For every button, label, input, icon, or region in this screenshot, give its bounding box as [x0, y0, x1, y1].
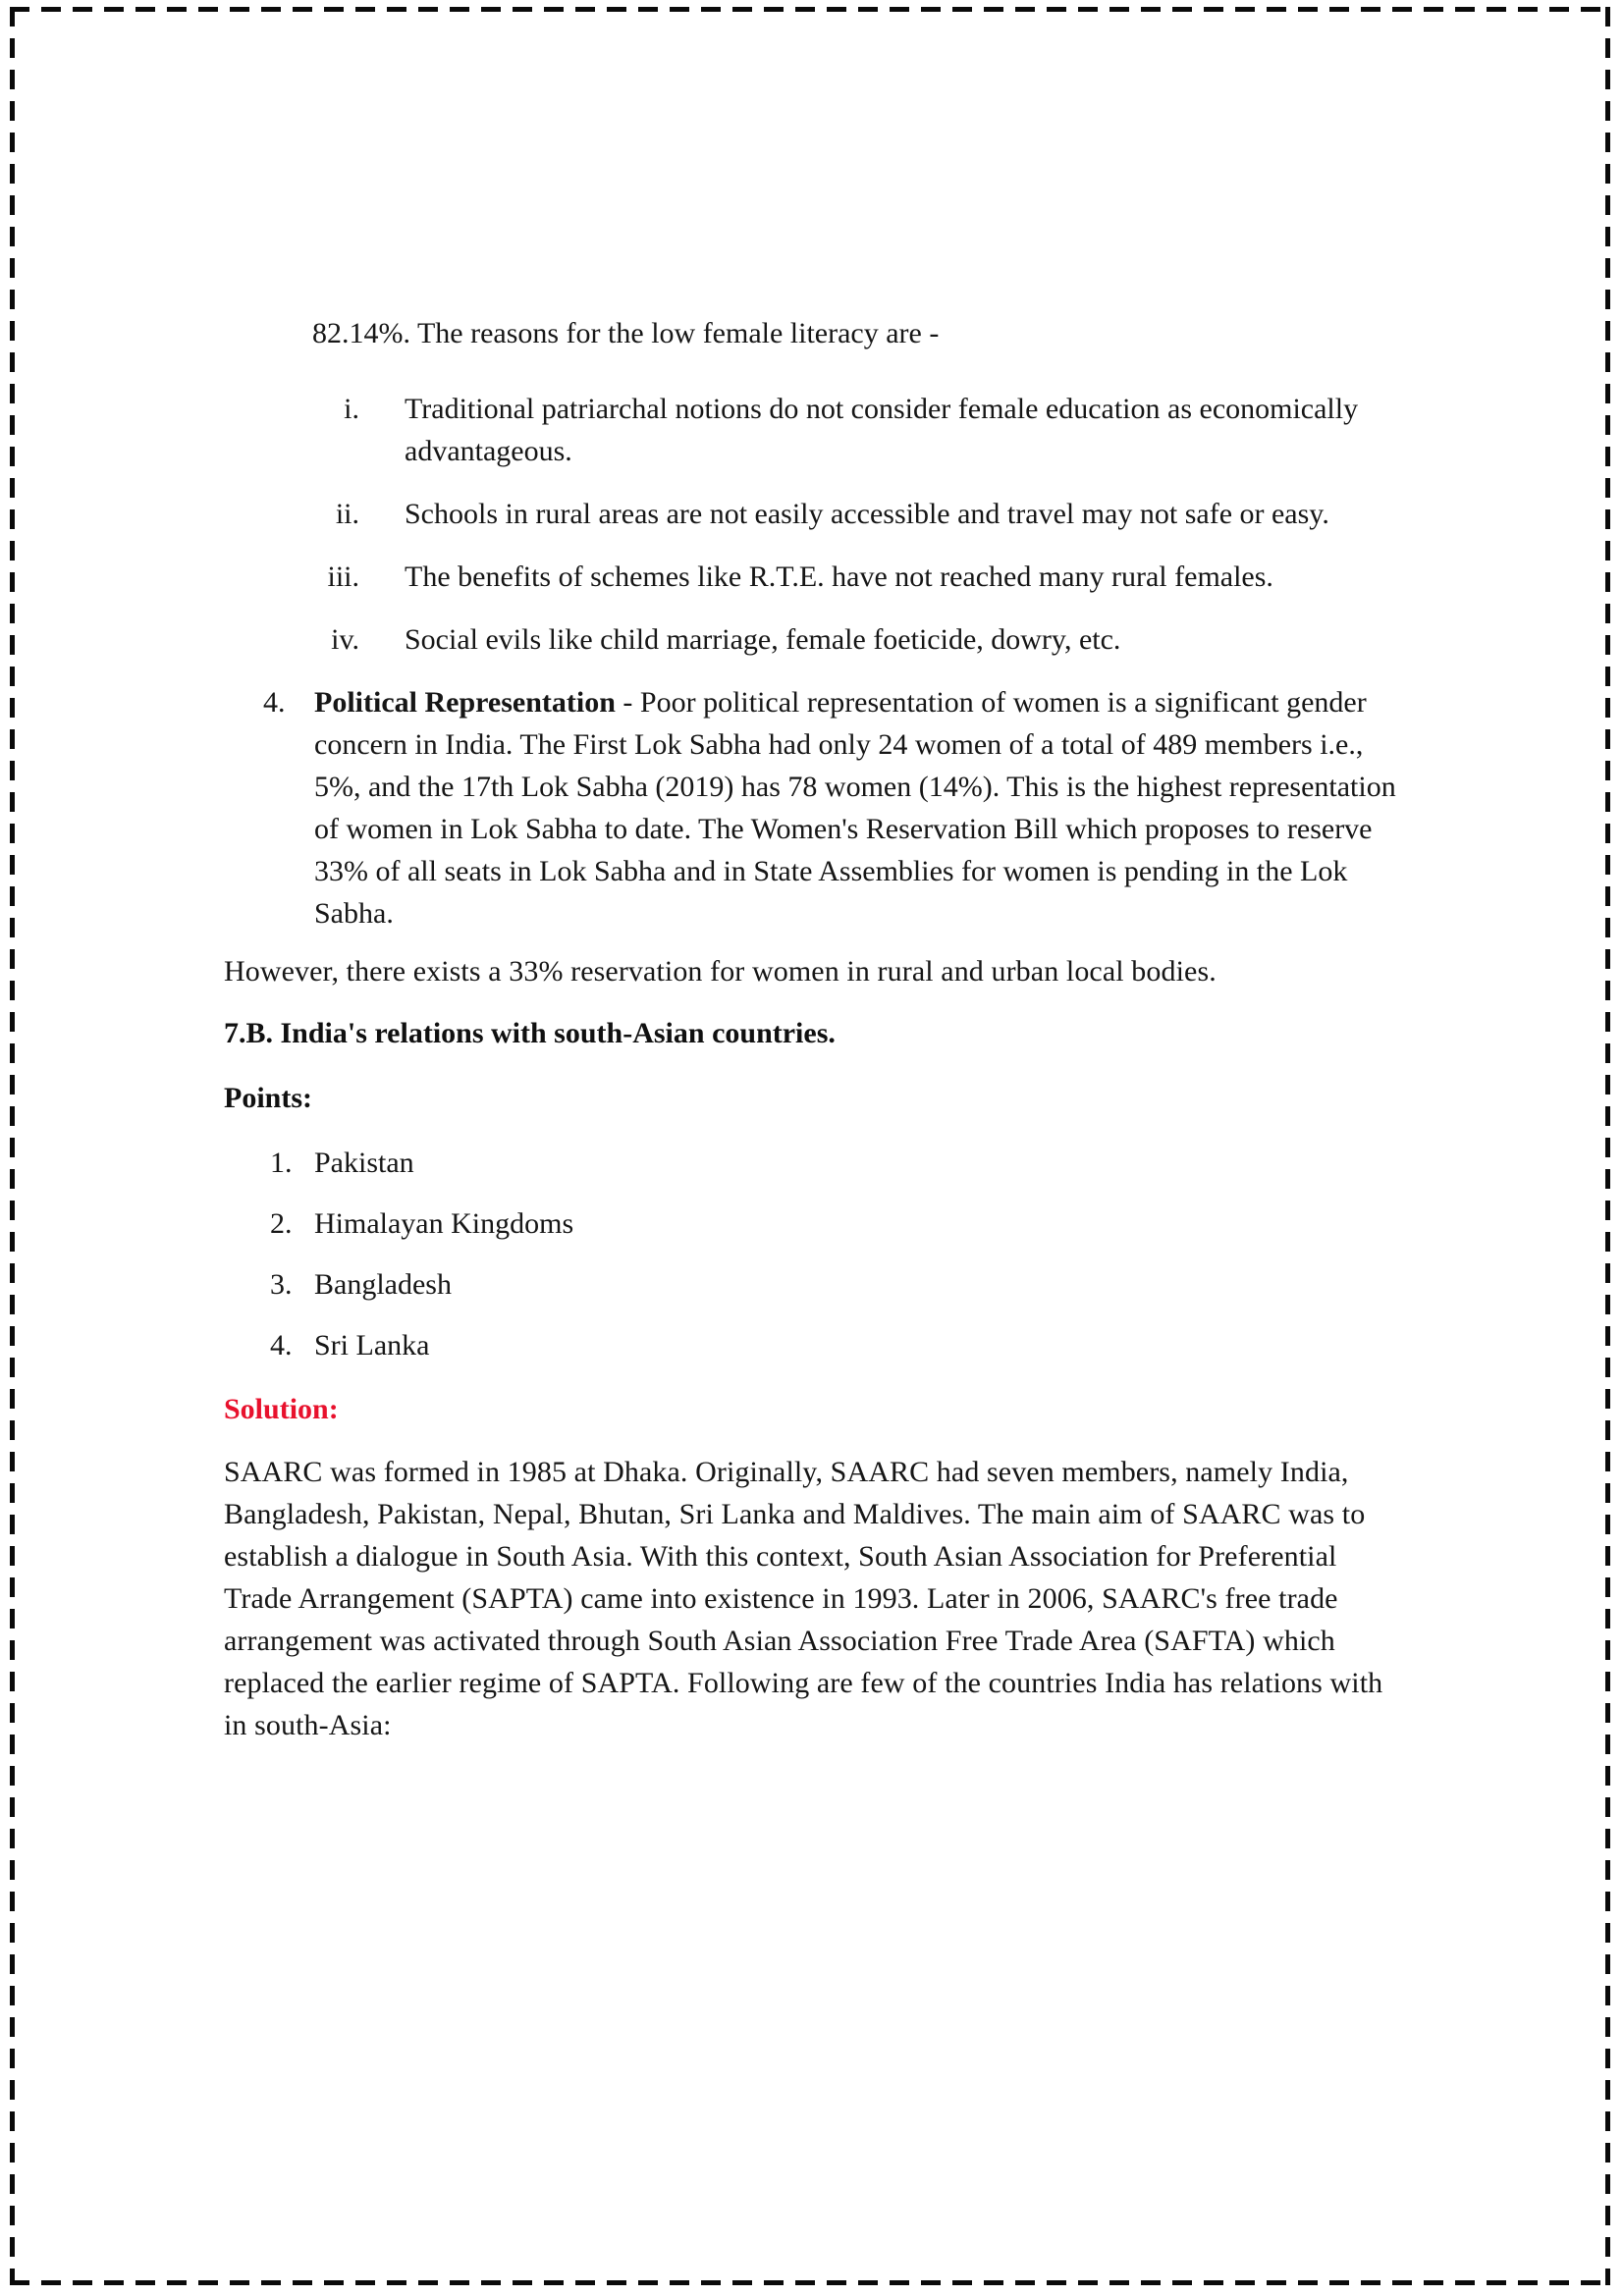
list-item-text: Himalayan Kingdoms — [314, 1207, 574, 1240]
list-item-text: Sri Lanka — [314, 1329, 430, 1362]
list-item-text: Traditional patriarchal notions do not consider female education as economically advantageous. — [405, 393, 1359, 467]
list-item-text: The benefits of schemes like R.T.E. have not reached many rural females. — [405, 561, 1273, 593]
document-content — [224, 312, 1398, 1766]
section-heading: 7.B. India's relations with south-Asian countries. — [224, 1017, 836, 1049]
list-item-text: Bangladesh — [314, 1268, 452, 1301]
list-item — [224, 681, 1398, 934]
however-paragraph: However, there exists a 33% reservation for women in rural and urban local bodies. — [224, 955, 1217, 988]
political-representation-body: Poor political representation of women is a significant gender concern in India. The First Lok Sabha had only 24 women of a total of 489 members i.e., 5%, and the 17th Lok Sabha (2019) has 78 women (14%). This is the highest representation of women in Lok Sabha to date. The Women's Reservation Bill which proposes to reserve 33% of all seats in Lok Sabha and in State Assemblies for women is pending in the Lok Sabha. — [314, 686, 1396, 930]
points-heading: Points: — [224, 1082, 312, 1114]
list-item-text: Schools in rural areas are not easily accessible and travel may not safe or easy. — [405, 498, 1329, 530]
list-item — [224, 1202, 1398, 1245]
list-item-text: Pakistan — [314, 1147, 414, 1179]
solution-body-paragraph: SAARC was formed in 1985 at Dhaka. Originally, SAARC had seven members, namely India, Bangladesh, Pakistan, Nepal, Bhutan, Sri Lanka and Maldives. The main aim of SAARC was to establish a dialogue in South Asia. With this context, South Asian Association for Preferential Trade Arrangement (SAPTA) came into existence in 1993. Later in 2006, SAARC's free trade arrangement was activated through South Asian Association Free Trade Area (SAFTA) which replaced the earlier regime of SAPTA. Following are few of the countries India has relations with in south-Asia: — [224, 1456, 1383, 1741]
list-marker: 2. — [270, 1207, 293, 1240]
list-item — [224, 556, 1398, 598]
list-marker: 1. — [270, 1147, 293, 1179]
list-item — [224, 493, 1398, 535]
list-marker: iii. — [327, 561, 359, 593]
list-marker: 4. — [263, 686, 286, 719]
reasons-roman-list — [224, 388, 1398, 661]
term-separator: - — [615, 686, 640, 719]
list-item — [224, 1324, 1398, 1366]
list-marker: iv. — [331, 623, 359, 656]
list-item — [224, 388, 1398, 472]
political-representation-term: Political Representation — [314, 686, 616, 719]
list-item — [224, 1142, 1398, 1184]
list-marker: ii. — [335, 498, 359, 530]
list-marker: 4. — [270, 1329, 293, 1362]
list-item — [224, 1263, 1398, 1306]
list-item-text: Social evils like child marriage, female foeticide, dowry, etc. — [405, 623, 1121, 656]
list-marker: 3. — [270, 1268, 293, 1301]
list-marker: i. — [344, 393, 359, 425]
solution-label: Solution: — [224, 1393, 339, 1425]
political-representation-list — [224, 681, 1398, 934]
lead-in-paragraph: 82.14%. The reasons for the low female literacy are - — [312, 317, 940, 349]
list-item — [224, 618, 1398, 661]
points-numbered-list — [224, 1142, 1398, 1366]
